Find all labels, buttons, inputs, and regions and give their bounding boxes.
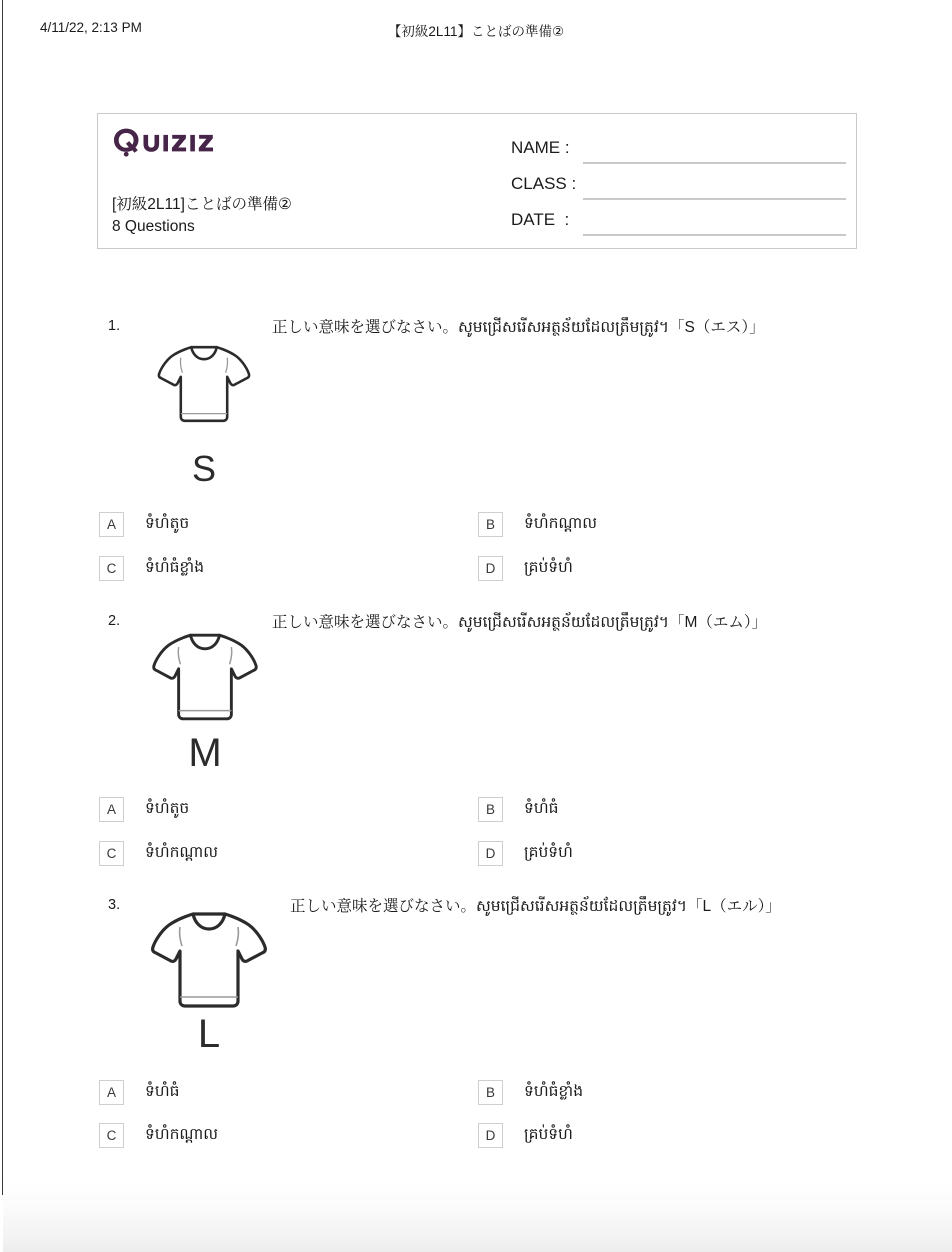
option-d-text: គ្រប់ទំហំ (524, 844, 573, 861)
class-field-input[interactable] (583, 198, 846, 200)
tshirt-medium-image (150, 627, 260, 727)
option-c[interactable] (99, 1123, 218, 1148)
option-b-letter: B (478, 1080, 503, 1105)
option-d-text: គ្រប់ទំហំ (524, 559, 573, 576)
question-3-number: 3. (108, 897, 121, 913)
quiz-question-count: 8 Questions (112, 218, 195, 235)
option-d-letter: D (478, 841, 503, 866)
option-a-text: ទំហំតូច (145, 515, 190, 532)
option-c[interactable] (99, 841, 218, 866)
option-b[interactable] (478, 797, 558, 822)
question-3-size-letter: L (197, 1012, 221, 1056)
quiz-title: [初級2L11]ことばの準備② (112, 196, 292, 213)
option-c-letter: C (99, 556, 124, 581)
print-date: 4/11/22, 2:13 PM (40, 20, 142, 35)
tshirt-large-image (147, 905, 271, 1015)
page-bottom-fade (3, 1152, 952, 1252)
option-d[interactable] (478, 1123, 573, 1148)
date-field-label: DATE : (511, 210, 570, 229)
option-b-text: ទំហំកណ្ដាល (524, 515, 598, 532)
option-d-text: គ្រប់ទំហំ (524, 1126, 573, 1143)
option-a-letter: A (99, 797, 124, 822)
option-b[interactable] (478, 512, 597, 537)
option-a-text: ទំហំធំ (145, 1083, 180, 1100)
question-3-text: 正しい意味を選びなさい。សូមជ្រើសរើសអត្ថន័យដែលត្រឹមត្រូវ។「L（エル）」 (290, 898, 781, 915)
option-d-letter: D (478, 556, 503, 581)
quiz-info-box (97, 113, 857, 249)
option-c-letter: C (99, 841, 124, 866)
name-field-row (511, 136, 844, 172)
class-field-label: CLASS : (511, 174, 577, 193)
option-b[interactable] (478, 1080, 583, 1105)
page-edge-line (2, 0, 3, 1195)
tshirt-small-image (156, 340, 252, 428)
question-2-text: 正しい意味を選びなさい。សូមជ្រើសរើសអត្ថន័យដែលត្រឹមត្រូវ។「M（エム）」 (272, 614, 768, 631)
class-field-row (511, 172, 844, 208)
quizizz-logo (112, 127, 218, 157)
option-c-letter: C (99, 1123, 124, 1148)
option-a[interactable] (99, 512, 189, 537)
option-d[interactable] (478, 556, 573, 581)
option-d-letter: D (478, 1123, 503, 1148)
option-b-letter: B (478, 512, 503, 537)
student-fields (511, 136, 844, 244)
option-b-text: ទំហំធំ (524, 800, 559, 817)
option-a-letter: A (99, 1080, 124, 1105)
option-c-text: ទំហំធំខ្លាំង (145, 559, 205, 576)
option-a[interactable] (99, 1080, 179, 1105)
name-field-input[interactable] (583, 162, 846, 164)
question-1-text: 正しい意味を選びなさい。សូមជ្រើសរើសអត្ថន័យដែលត្រឹមត្រូវ។「S（エス）」 (272, 319, 765, 336)
option-a-text: ទំហំតូច (145, 800, 190, 817)
option-d[interactable] (478, 841, 573, 866)
name-field-label: NAME : (511, 138, 570, 157)
option-b-letter: B (478, 797, 503, 822)
print-header (0, 20, 952, 44)
option-c-text: ទំហំកណ្ដាល (145, 1126, 219, 1143)
option-b-text: ទំហំធំខ្លាំង (524, 1083, 584, 1100)
option-a[interactable] (99, 797, 189, 822)
date-field-input[interactable] (583, 234, 846, 236)
print-title: 【初級2L11】ことばの準備② (387, 24, 565, 39)
question-2-number: 2. (108, 613, 121, 629)
question-1-number: 1. (108, 318, 121, 334)
option-c[interactable] (99, 556, 204, 581)
option-c-text: ទំហំកណ្ដាល (145, 844, 219, 861)
question-2-size-letter: M (188, 731, 222, 775)
question-1-size-letter: S (191, 448, 216, 489)
date-field-row (511, 208, 844, 244)
option-a-letter: A (99, 512, 124, 537)
